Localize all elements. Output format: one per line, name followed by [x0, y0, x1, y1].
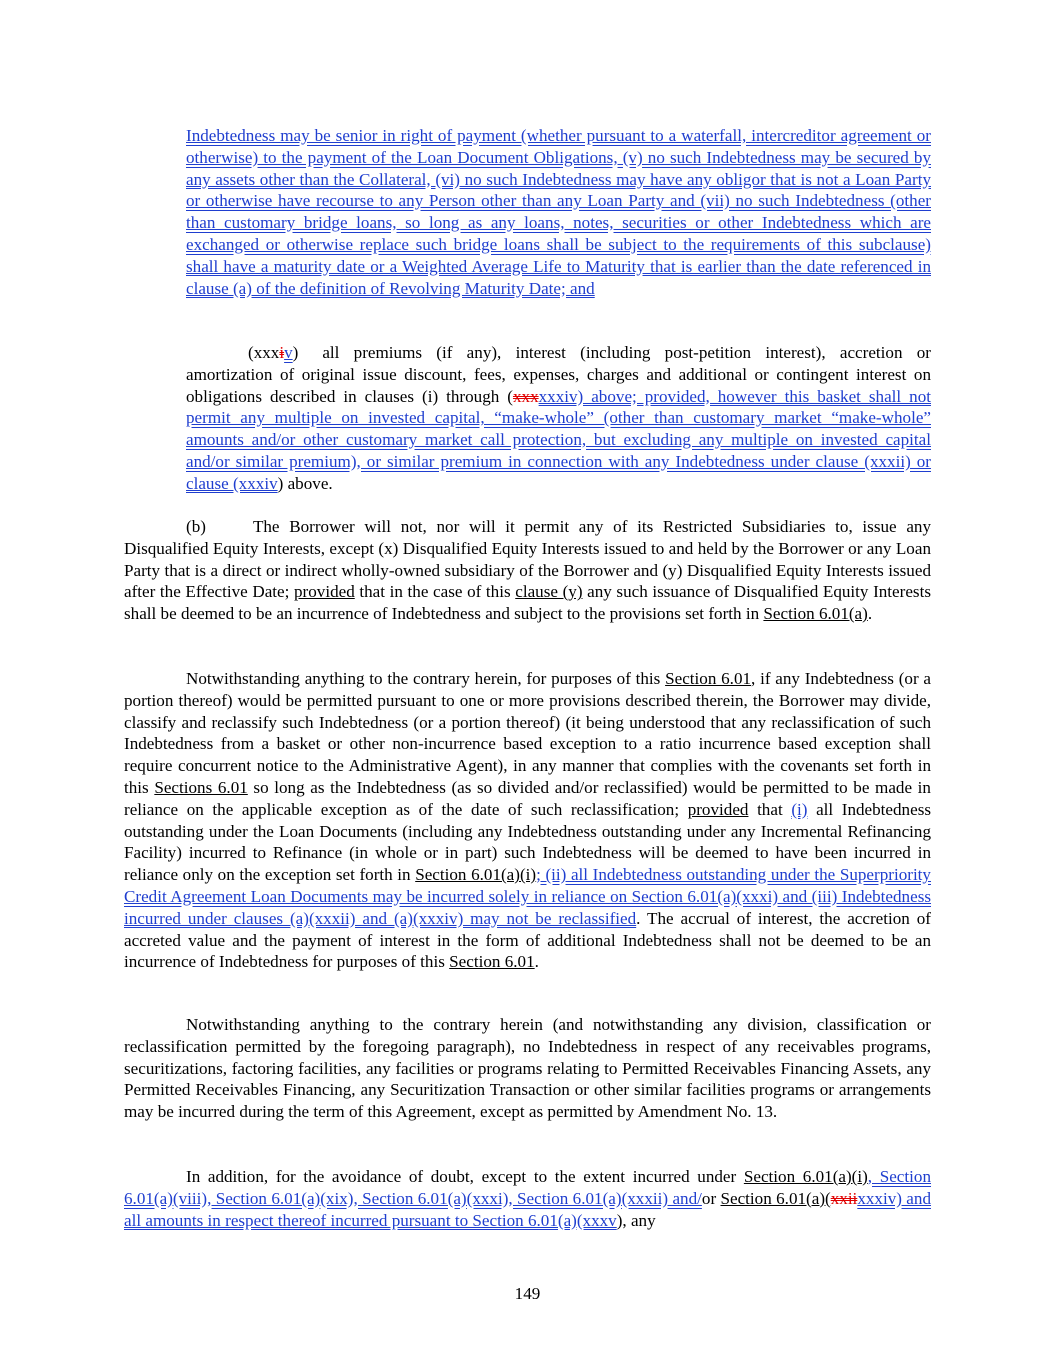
deleted-text: i — [279, 343, 285, 362]
paragraph-avoidance-of-doubt — [124, 1166, 931, 1231]
body-text: that — [748, 799, 792, 819]
body-text: all Indebtedness outstanding under the Loan Documents (including any Indebtedness outstanding under any Incremental Refinancing Facility) incurred to Refinance (in whole or in part) such Indebtedness will be deemed to have been incurred in reliance only on the exception set forth in — [124, 799, 931, 885]
paragraph-b-disqualified-equity — [124, 516, 931, 625]
inserted-text: xxxiv) above; provided, however this basket shall not permit any multiple on invested capital, “make-whole” (other than customary market “make-whole” amounts and/or other customary market call protection, but excluding any multiple on invested capital and/or similar premium), or similar premium in connection with any Indebtedness under clause (xxxii) or clause (xxxiv — [186, 386, 931, 493]
body-text: ) above. — [277, 473, 333, 493]
underlined-reference: Sections 6.01 — [154, 777, 248, 797]
body-text: so long as the Indebtedness (as so divided and/or reclassified) would be permitted to be made in reliance on the applicable exception as of the date of such reclassification; — [124, 777, 931, 819]
underlined-reference: Section 6.01 — [449, 952, 535, 972]
body-text: Notwithstanding anything to the contrary herein (and notwithstanding any division, classification or reclassification permitted by the foregoing paragraph), no Indebtedness in respect of any receivables programs, securitizations, factoring facilities, any facilities or programs relating to Permitted Receivables Financing Assets, any Permitted Receivables Financing, any Securitization Transaction or other similar facilities programs or arrangements may be incurred during the term of this Agreement, except as permitted by Amendment No. 13. — [124, 1015, 931, 1122]
underlined-term: provided — [687, 799, 749, 819]
underlined-reference: Section 6.01(a)(i) — [743, 1167, 868, 1186]
body-text: all premiums (if any), interest (including post-petition interest), accretion or amortization of original issue discount, fees, expenses, charges and additional or contingent interest on obligations described in clauses (i) through ( — [186, 343, 931, 406]
clause-number: (xxx — [248, 343, 280, 362]
body-text: The Borrower will not, nor will it permit any of its Restricted Subsidiaries to, issue any Disqualified Equity Interests, except (x) Disqualified Equity Interests issued to and held by the Borrower or any Loan Party that is a direct or indirect wholly-owned subsidiary of the Borrower and (y) Disqualified Equity Interests issued after the Effective Date; — [124, 517, 931, 602]
body-text: . — [867, 604, 873, 624]
inserted-text: ; (ii) all Indebtedness outstanding under the Superpriority Credit Agreement Loan Documents may be incurred solely in reliance on Section 6.01(a)(xxxi) and (iii) Indebtedness incurred under clauses (a)(xxxii) and (a)(xxxiv) may not be reclassified — [124, 865, 931, 928]
clause-label: (b) — [186, 517, 206, 536]
underlined-reference: clause (y) — [515, 582, 583, 602]
inserted-text: (i) — [791, 799, 808, 819]
inserted-text: xxxiv) and all amounts in respect thereof incurred pursuant to Section 6.01(a)(xxxv — [124, 1188, 931, 1230]
inserted-text: Indebtedness may be senior in right of payment (whether pursuant to a waterfall, intercreditor agreement or otherwise) to the payment of the Loan Document Obligations, (v) no such Indebtedness may be secured by any assets other than the Collateral, (vi) no such Indebtedness may have any obligor that is not a Loan Party or otherwise have recourse to any Person other than any Loan Party and (vii) no such Indebtedness (other than customary bridge loans, so long as any loans, notes, securities or other Indebtedness which are exchanged or otherwise replace such bridge loans shall be subject to the requirements of this subclause) shall have a maturity date or a Weighted Average Life to Maturity that is earlier than the date referenced in clause (a) of the definition of Revolving Maturity Date; and — [186, 126, 931, 298]
body-text: any such issuance of Disqualified Equity Interests shall be deemed to be an incurrence of Indebtedness and subject to the provisions set forth in — [124, 582, 931, 624]
underlined-reference: Section 6.01(a) — [763, 604, 868, 624]
deleted-text: xxx — [512, 386, 539, 406]
body-text: Notwithstanding anything to the contrary herein, for purposes of this — [186, 669, 666, 688]
underlined-term: provided — [294, 582, 355, 602]
underlined-reference: Section 6.01(a)( — [720, 1188, 831, 1208]
inserted-text: v — [284, 343, 293, 362]
body-text: that in the case of this — [354, 582, 516, 602]
underlined-reference: Section 6.01 — [665, 669, 752, 688]
inserted-text: , Section 6.01(a)(viii), Section 6.01(a)(xix), Section 6.01(a)(xxxi), Section 6.01(a)(xxxii) and/ — [124, 1167, 931, 1208]
body-text: ), any — [616, 1210, 656, 1230]
deleted-text: xxii — [830, 1188, 858, 1208]
body-text: . The accrual of interest, the accretion of accreted value and the payment of interest in the form of additional Indebtedness shall not be deemed to be an incurrence of Indebtedness for purposes of this — [124, 908, 931, 972]
page-number: 149 — [514, 1284, 541, 1303]
clause-number-close: ) — [292, 343, 299, 362]
body-text: In addition, for the avoidance of doubt, except to the extent incurred under — [186, 1167, 744, 1186]
paragraph-reclassification — [124, 668, 931, 973]
underlined-reference: Section 6.01(a)(i) — [415, 865, 537, 885]
body-text: , if any Indebtedness (or a portion thereof) would be permitted pursuant to one or more provisions described therein, the Borrower may divide, classify and reclassify such Indebtedness (or a portion thereof) (it being understood that any reclassification of such Indebtedness from a basket or other non-incurrence based exception to a ratio incurrence based exception shall require concurrent notice to the Administrative Agent), in any manner that complies with the covenants set forth in this — [124, 669, 931, 797]
paragraph-clause-xxxv — [186, 342, 931, 495]
paragraph-indebtedness-conditions — [186, 125, 931, 299]
body-text: or — [701, 1188, 721, 1208]
paragraph-receivables — [124, 1014, 931, 1123]
body-text: . — [534, 952, 539, 972]
